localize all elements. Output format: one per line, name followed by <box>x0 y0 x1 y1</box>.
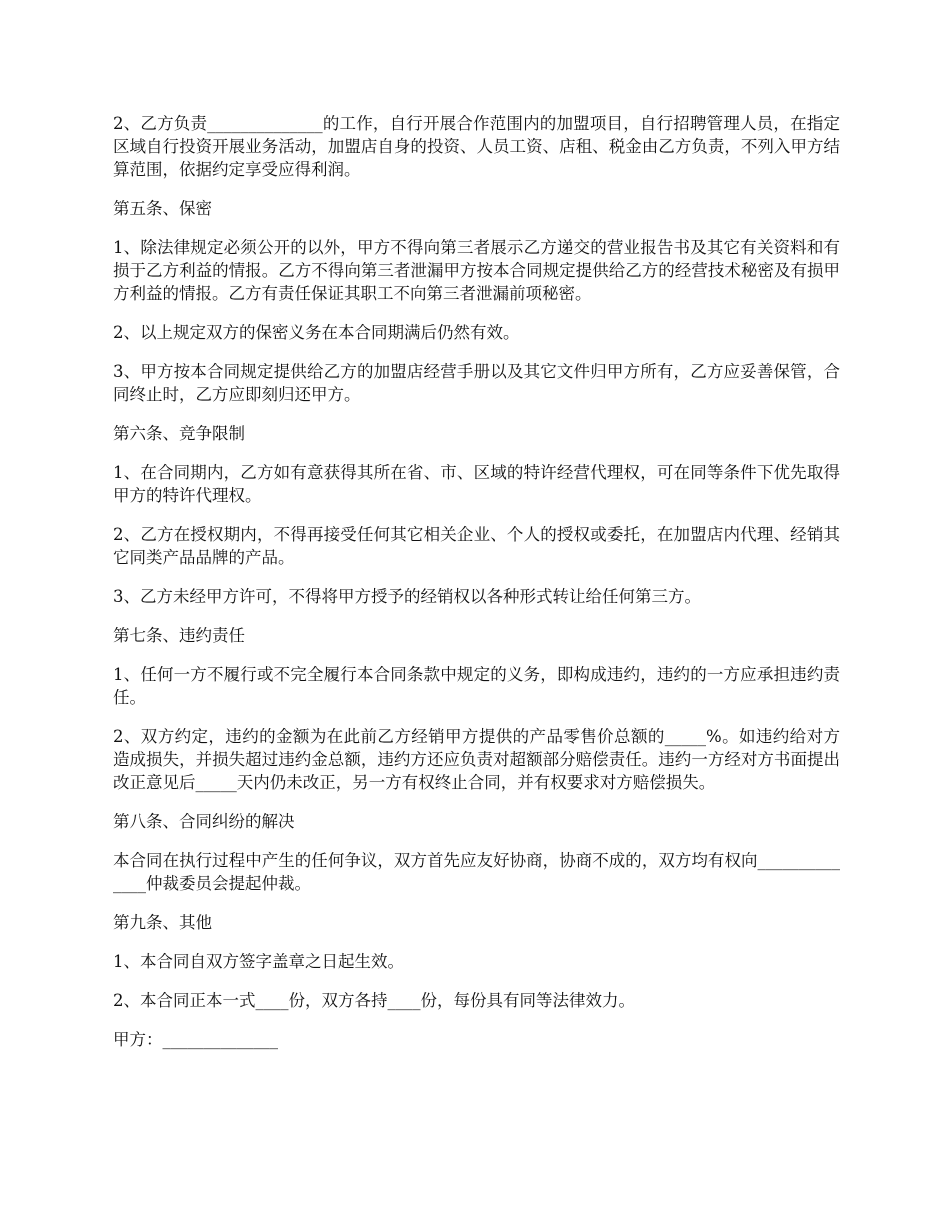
clause-6-3: 3、乙方未经甲方许可，不得将甲方授予的经销权以各种形式转让给任何第三方。 <box>113 587 701 606</box>
heading-article-5: 第五条、保密 <box>113 199 212 218</box>
clause-8-body: 本合同在执行过程中产生的任何争议，双方首先应友好协商，协商不成的，双方均有权向______________仲裁委员会提起仲裁。 <box>113 851 840 893</box>
clause-6-1: 1、在合同期内，乙方如有意获得其所在省、市、区域的特许经营代理权，可在同等条件下优先取得甲方的特许代理权。 <box>113 463 840 505</box>
clause-9-2: 2、本合同正本一式____份，双方各持____份，每份具有同等法律效力。 <box>113 991 635 1010</box>
document-page <box>113 112 840 1067</box>
heading-article-6: 第六条、竞争限制 <box>113 424 245 443</box>
clause-9-1: 1、本合同自双方签字盖章之日起生效。 <box>113 952 404 971</box>
clause-5-3: 3、甲方按本合同规定提供给乙方的加盟店经营手册以及其它文件归甲方所有，乙方应妥善保管，合同终止时，乙方应即刻归还甲方。 <box>113 362 840 404</box>
heading-article-8: 第八条、合同纠纷的解决 <box>113 812 295 831</box>
signature-party-a: 甲方：______________ <box>113 1030 278 1049</box>
clause-7-2: 2、双方约定，违约的金额为在此前乙方经销甲方提供的产品零售价总额的_____%。如违约给对方造成损失，并损失超过违约金总额，违约方还应负责对超额部分赔偿责任。违约一方经对方书面提出改正意见后_____天内仍未改正，另一方有权终止合同，并有权要求对方赔偿损失。 <box>113 727 840 792</box>
clause-5-2: 2、以上规定双方的保密义务在本合同期满后仍然有效。 <box>113 323 520 342</box>
clause-5-1: 1、除法律规定必须公开的以外，甲方不得向第三者展示乙方递交的营业报告书及其它有关资料和有损于乙方利益的情报。乙方不得向第三者泄漏甲方按本合同规定提供给乙方的经营技术秘密及有损甲方利益的情报。乙方有责任保证其职工不向第三者泄漏前项秘密。 <box>113 238 840 303</box>
heading-article-7: 第七条、违约责任 <box>113 626 245 645</box>
clause-6-2: 2、乙方在授权期内，不得再接受任何其它相关企业、个人的授权或委托，在加盟店内代理、经销其它同类产品品牌的产品。 <box>113 525 840 567</box>
heading-article-9: 第九条、其他 <box>113 913 212 932</box>
clause-7-1: 1、任何一方不履行或不完全履行本合同条款中规定的义务，即构成违约，违约的一方应承担违约责任。 <box>113 665 840 707</box>
clause-4-2: 2、乙方负责______________的工作，自行开展合作范围内的加盟项目，自行招聘管理人员，在指定区域自行投资开展业务活动，加盟店自身的投资、人员工资、店租、税金由乙方负责，不列入甲方结算范围，依据约定享受应得利润。 <box>113 114 840 179</box>
